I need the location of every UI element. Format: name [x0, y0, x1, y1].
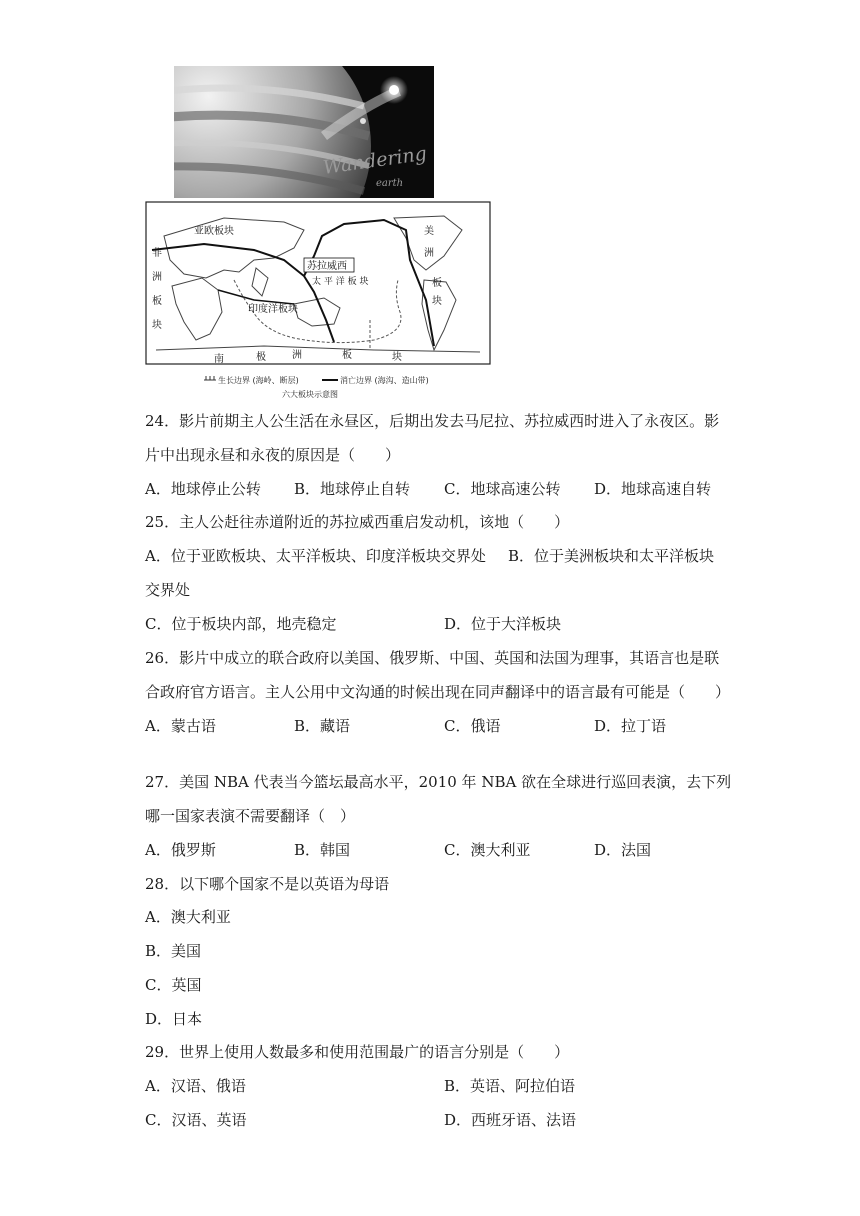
- label-antarctic-2: 极: [256, 352, 266, 363]
- question-26-option-a: A．蒙古语: [145, 717, 216, 735]
- question-28-line-1: 28．以下哪个国家不是以英语为母语: [145, 875, 390, 893]
- label-africa-2: 洲: [152, 272, 162, 283]
- question-25-option-d: D．位于大洋板块: [444, 615, 562, 633]
- question-24-line-2: 片中出现永昼和永夜的原因是（ ）: [145, 446, 401, 464]
- question-27-line-2: 哪一国家表演不需要翻译（ ）: [145, 807, 356, 825]
- question-25-option-a: A．位于亚欧板块、太平洋板块、印度洋板块交界处: [145, 547, 486, 565]
- label-pacific-plate: 太 平 洋 板 块: [312, 277, 369, 287]
- label-antarctic-1: 南: [214, 354, 224, 365]
- legend-growth-symbol: [204, 376, 216, 380]
- question-27-option-c: C．澳大利亚: [444, 841, 531, 859]
- label-america-2: 洲: [424, 248, 434, 259]
- question-26-option-b: B．藏语: [294, 717, 351, 735]
- question-29-option-b: B．英语、阿拉伯语: [444, 1077, 576, 1095]
- label-africa-4: 块: [152, 320, 162, 331]
- question-27-line-1: 27．美国 NBA 代表当今篮坛最高水平，2010 年 NBA 欲在全球进行巡回表演，去下列: [145, 773, 732, 791]
- question-29-line-1: 29．世界上使用人数最多和使用范围最广的语言分别是（ ）: [145, 1043, 570, 1061]
- question-28-option-a: A．澳大利亚: [145, 908, 231, 926]
- question-29-option-c: C．汉语、英语: [145, 1111, 247, 1129]
- label-antarctic-4: 板: [342, 350, 352, 361]
- question-26-line-1: 26．影片中成立的联合政府以美国、俄罗斯、中国、英国和法国为理事，其语言也是联: [145, 649, 720, 667]
- question-27-option-a: A．俄罗斯: [145, 841, 216, 859]
- question-25-line-1: 25．主人公赶往赤道附近的苏拉威西重启发动机，该地（ ）: [145, 513, 570, 531]
- question-25-option-b: B．位于美洲板块和太平洋板块: [508, 547, 715, 565]
- legend-growth-text: 生长边界 (海岭、断层): [218, 376, 299, 385]
- question-24-option-d: D．地球高速自转: [594, 480, 712, 498]
- question-25-option-b-continued: 交界处: [145, 581, 191, 599]
- question-28-option-d: D．日本: [145, 1010, 203, 1028]
- plate-tectonics-map: [144, 200, 492, 400]
- question-26-option-c: C．俄语: [444, 717, 501, 735]
- question-24-line-1: 24．影片前期主人公生活在永昼区，后期出发去马尼拉、苏拉威西时进入了永夜区。影: [145, 412, 720, 430]
- label-indian-plate: 印度洋板块: [248, 304, 298, 315]
- film-still-image: [174, 66, 434, 198]
- question-24-option-b: B．地球停止自转: [294, 480, 411, 498]
- question-27-option-b: B．韩国: [294, 841, 351, 859]
- label-antarctic-3: 洲: [292, 350, 302, 361]
- watermark-main-text: Wandering: [321, 142, 429, 179]
- question-29-option-d: D．西班牙语、法语: [444, 1111, 577, 1129]
- question-28-option-c: C．英国: [145, 976, 202, 994]
- label-eurasia-plate: 亚欧板块: [194, 226, 234, 237]
- label-antarctic-5: 块: [392, 352, 402, 363]
- label-africa-1: 非: [152, 248, 162, 259]
- label-america-1: 美: [424, 226, 434, 237]
- question-24-option-c: C．地球高速公转: [444, 480, 561, 498]
- watermark-sub-text: earth: [376, 178, 404, 189]
- question-25-option-c: C．位于板块内部，地壳稳定: [145, 615, 337, 633]
- label-america-4: 块: [432, 296, 442, 307]
- question-24-option-a: A．地球停止公转: [145, 480, 261, 498]
- label-africa-3: 板: [152, 296, 162, 307]
- question-27-option-d: D．法国: [594, 841, 652, 859]
- question-26-line-2: 合政府官方语言。主人公用中文沟通的时候出现在同声翻译中的语言最有可能是（ ）: [145, 683, 731, 701]
- legend-subduction-text: 消亡边界 (海沟、造山带): [340, 376, 429, 385]
- map-caption: 六大板块示意图: [282, 390, 338, 399]
- label-surabaya: 苏拉威西: [307, 261, 347, 272]
- question-28-option-b: B．美国: [145, 942, 202, 960]
- label-america-3: 板: [432, 278, 442, 289]
- question-29-option-a: A．汉语、俄语: [145, 1077, 246, 1095]
- question-26-option-d: D．拉丁语: [594, 717, 667, 735]
